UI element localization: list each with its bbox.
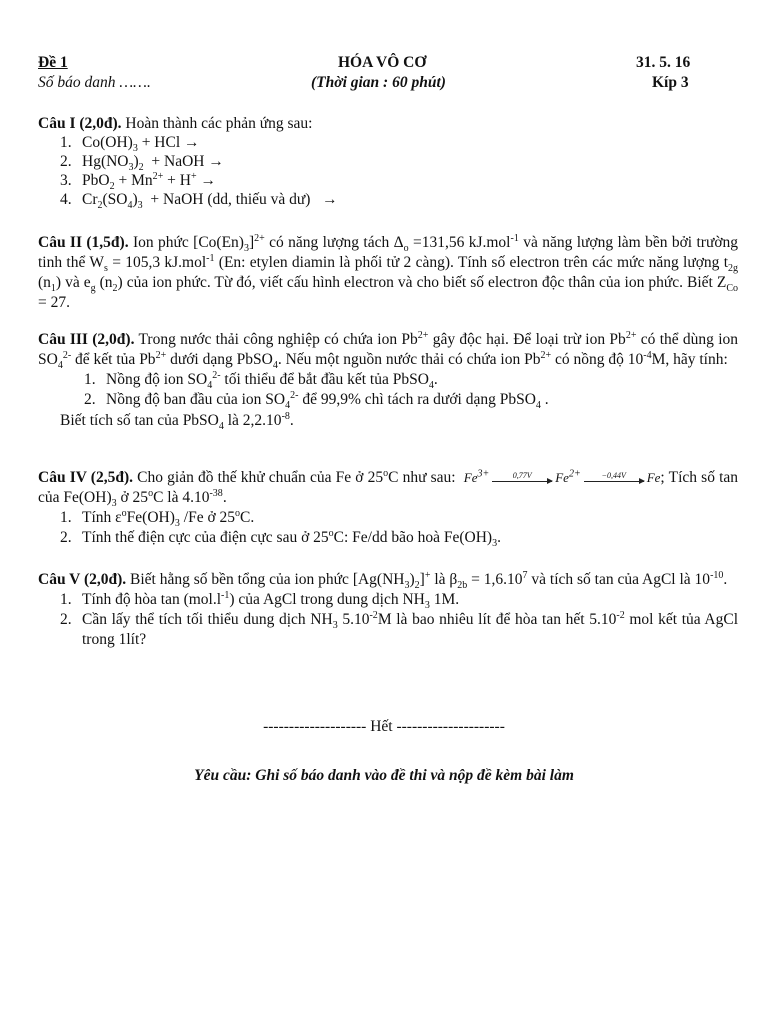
footer-note: Yêu cầu: Ghi số báo danh vào đề thi và nộp đề kèm bài làm: [194, 767, 574, 784]
exam-number: Đề 1: [38, 54, 68, 71]
candidate-number: Số báo danh …….: [38, 74, 151, 91]
exam-time: (Thời gian : 60 phút): [311, 74, 446, 91]
subject-title: HÓA VÔ CƠ: [338, 54, 427, 71]
reaction-3: 3. $PbO_2 + Mn^{2+} + H^+$ →: [60, 170, 216, 192]
question-2: Câu II (1,5đ). Ion phức $[Co(En)_3]^{2+}$ có năng lượng tách $\Delta_o =131,56$ kJ.mol$^{-1}$ và năng lượng làm bền bởi trường tinh thể $W_s = 105,3$ kJ.mol$^{-1}$ (En: etylen diamin là phối tử 2 càng). Tính số electron trên các mức năng lượng $t_{2g}$ $(n_1)$ và $e_g$ $(n_2)$ của ion phức. Từ đó, viết cấu hình electron và cho biết số electron độc thân của ion phức. Biết $Z_{Co} = 27$.: [38, 232, 739, 312]
question-2-heading: Câu II (1,5đ).: [38, 234, 129, 251]
question-3-item-2: 2. Nồng độ ban đầu của ion $SO_4^{2-}$ để 99,9% chì tách ra dưới dạng PbSO$_4$ .: [84, 390, 549, 412]
question-4-heading: Câu IV (2,5đ).: [38, 469, 134, 486]
question-3-item-1: 1. Nồng độ ion $SO_4^{2-}$ tối thiểu để bắt đầu kết tủa PbSO$_4$.: [84, 370, 438, 392]
question-3-ksp: Biết tích số tan của PbSO$_4$ là $2,2.10^{-8}$.: [60, 410, 294, 432]
question-5-item-2: 2. Cần lấy thể tích tối thiểu dung dịch $NH_3$ $5.10^{-2}M$ là bao nhiêu lít để hòa tan hết $5.10^{-2}$ mol kết tủa AgCl trong 1lít?: [60, 610, 739, 649]
question-1: [38, 115, 738, 210]
question-5-item-1: 1. Tính độ hòa $\tan (mol.l^{-1})$ của AgCl trong dung dịch $NH_3$ 1M.: [60, 589, 460, 612]
question-5-heading: Câu V (2,0đ).: [38, 571, 127, 588]
exam-shift: Kíp 3: [652, 74, 689, 91]
reaction-4: 4. $Cr_2(SO_4)_3$ + NaOH (dd, thiếu và dư) →: [60, 190, 338, 211]
fe-potential-diagram: $Fe^{3+}$ 0,77V $Fe^{2+}$ −0,44V Fe: [463, 468, 661, 485]
potential-arrow-2: −0,44V: [584, 472, 644, 487]
question-4-item-1: 1. Tính $\varepsilon^oFe(OH)_3$ /Fe ở 25$^o$C.: [60, 508, 255, 530]
potential-arrow-1: 0,77V: [492, 472, 552, 487]
question-1-intro: Hoàn thành các phản ứng sau:: [125, 115, 313, 132]
reaction-1: 1. $Co(OH)_3$ + HCl →: [60, 133, 200, 154]
question-4: Câu IV (2,5đ). Cho giản đồ thế khử chuẩn của Fe ở 25$^o$C như sau: $Fe^{3+}$ 0,77V $Fe^{2+}$ −0,44V Fe ; Tích số tan của $Fe(OH)_3$ ở 25$^o$C là $4.10^{-38}$. 1. Tính $\varepsilon^oFe(OH)_3$ /Fe ở 25$^o$C. 2. Tính thế điện cực của điện cực sau ở 25$^o$C: Fe/dd bão hoà $Fe(OH)_3$.: [38, 467, 739, 550]
question-5: Câu V (2,0đ). Biết hằng số bền tổng của ion phức $[Ag(NH_3)_2]^+$ là $\beta_{2b} = 1,6.10^7$ và tích số tan của AgCl là $10^{-10}$. 1. Tính độ hòa $\tan (mol.l^{-1})$ của AgCl trong dung dịch $NH_3$ 1M. 2. Cần lấy thể tích tối thiểu dung dịch $NH_3$ $5.10^{-2}M$ là bao nhiêu lít để hòa tan hết $5.10^{-2}$ mol kết tủa AgCl trong 1lít?: [38, 570, 738, 651]
question-4-item-2: 2. Tính thế điện cực của điện cực sau ở 25$^o$C: Fe/dd bão hoà $Fe(OH)_3$.: [60, 528, 501, 550]
question-3: Câu III (2,0đ). Trong nước thải công nghiệp có chứa ion $Pb^{2+}$ gây độc hại. Để loại trừ ion $Pb^{2+}$ có thể dùng ion $SO_4^{2-}$ để kết tủa $Pb^{2+}$ dưới dạng PbSO$_4$. Nếu một nguồn nước thải có chứa ion $Pb^{2+}$ có nồng độ $10^{-4}M$, hãy tính: 1. Nồng độ ion $SO_4^{2-}$ tối thiểu để bắt đầu kết tủa PbSO$_4$. 2. Nồng độ ban đầu của ion $SO_4^{2-}$ để 99,9% chì tách ra dưới dạng PbSO$_4$ . Biết tích số tan của PbSO$_4$ là $2,2.10^{-8}$.: [38, 329, 739, 432]
question-3-heading: Câu III (2,0đ).: [38, 331, 135, 348]
exam-date: 31. 5. 16: [636, 54, 691, 71]
end-marker: -------------------- Hết ---------------------: [263, 718, 505, 735]
reaction-2: 2. $Hg(NO_3)_2$ + NaOH →: [60, 152, 224, 173]
question-1-heading: Câu I (2,0đ).: [38, 115, 122, 132]
